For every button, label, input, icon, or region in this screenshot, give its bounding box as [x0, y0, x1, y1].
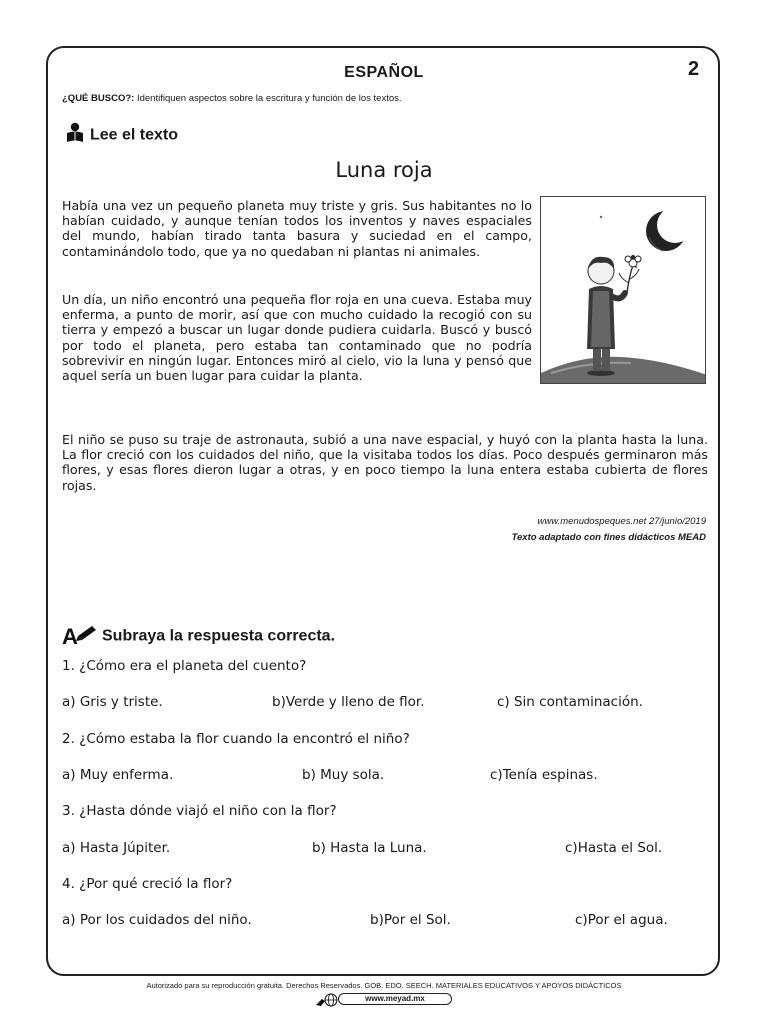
footer-website-badge: [316, 992, 456, 1006]
source-citation: [512, 514, 706, 546]
q3-option-c[interactable]: c)Hasta el Sol.: [565, 840, 663, 856]
story-paragraph-2: Un día, un niño encontró una pequeña flor roja en una cueva. Estaba muy enferma, a punto de morir, así que con mucho cuidado la recogió con su tierra y empezó a buscar un lugar donde pudiera cuidarla. Buscó y buscó por todo el planeta, pero estaba tan contaminado que no podría sobrevivir en ningún lugar. Entonces miró al cielo, vio la luna y pensó que aquel sería un buen lugar para cuidar la planta.: [62, 292, 532, 384]
flower-icon: [619, 255, 641, 293]
read-instruction: Lee el texto: [90, 126, 179, 144]
moon-icon: [646, 207, 693, 251]
svg-text:A: A: [62, 624, 78, 646]
subject-title: ESPAÑOL: [344, 64, 424, 81]
globe-icon: [316, 992, 338, 1011]
objective-text: Identifiquen aspectos sobre la escritura y función de los textos.: [134, 93, 402, 104]
q1-option-c[interactable]: c) Sin contaminación.: [497, 694, 643, 710]
footer-website[interactable]: www.meyad.mx: [338, 993, 452, 1005]
read-section-heading: [64, 122, 178, 149]
question-2: 2. ¿Cómo estaba la flor cuando la encontró el niño?: [62, 731, 410, 747]
pencil-a-icon: [62, 622, 98, 651]
boy-with-flower-and-moon-illustration: [540, 196, 706, 384]
story-title: Luna roja: [335, 158, 433, 182]
story-paragraph-1: Había una vez un pequeño planeta muy triste y gris. Sus habitantes no lo habían cuidado, y aunque tenían todos los inventos y naves espaciales del mundo, habían tirado tanta basura y suciedad en el campo, contaminándolo todo, que ya no quedaban ni plantas ni animales.: [62, 198, 532, 259]
objective-label: ¿QUÉ BUSCO?:: [62, 93, 135, 104]
exercise-heading: [62, 622, 335, 651]
adapted-note: Texto adaptado con fines didácticos MEAD: [511, 532, 706, 543]
question-1: 1. ¿Cómo era el planeta del cuento?: [62, 658, 307, 674]
q2-option-c[interactable]: c)Tenía espinas.: [490, 767, 598, 783]
q4-option-a[interactable]: a) Por los cuidados del niño.: [62, 912, 252, 928]
reader-icon: [64, 122, 86, 149]
worksheet-frame: [46, 46, 720, 976]
question-4: 4. ¿Por qué creció la flor?: [62, 876, 233, 892]
q1-option-b[interactable]: b)Verde y lleno de flor.: [272, 694, 425, 710]
page-number: 2: [688, 58, 700, 80]
q2-option-a[interactable]: a) Muy enferma.: [62, 767, 174, 783]
q3-option-a[interactable]: a) Hasta Júpiter.: [62, 840, 171, 856]
q3-option-b[interactable]: b) Hasta la Luna.: [312, 840, 427, 856]
source-line: www.menudospeques.net 27/junio/2019: [537, 516, 706, 527]
q2-option-b[interactable]: b) Muy sola.: [302, 767, 385, 783]
q4-option-b[interactable]: b)Por el Sol.: [370, 912, 451, 928]
story-paragraph-3: El niño se puso su traje de astronauta, subió a una nave espacial, y huyó con la planta hasta la luna. La flor creció con los cuidados del niño, que la visitaba todos los días. Poco después germinaron más flores, y esas flores dieron lugar a otras, y en poco tiempo la luna entera estaba cubierta de flores rojas.: [62, 432, 708, 493]
q1-option-a[interactable]: a) Gris y triste.: [62, 694, 163, 710]
question-3: 3. ¿Hasta dónde viajó el niño con la flor?: [62, 803, 337, 819]
objective: [62, 93, 402, 104]
q4-option-c[interactable]: c)Por el agua.: [575, 912, 668, 928]
footer-rights: Autorizado para su reproducción gratuita. Derechos Reservados. GOB. EDO. SEECH. MATERIALES EDUCATIVOS Y APOYOS DIDÁCTICOS: [146, 981, 622, 990]
exercise-instruction: Subraya la respuesta correcta.: [102, 627, 336, 645]
